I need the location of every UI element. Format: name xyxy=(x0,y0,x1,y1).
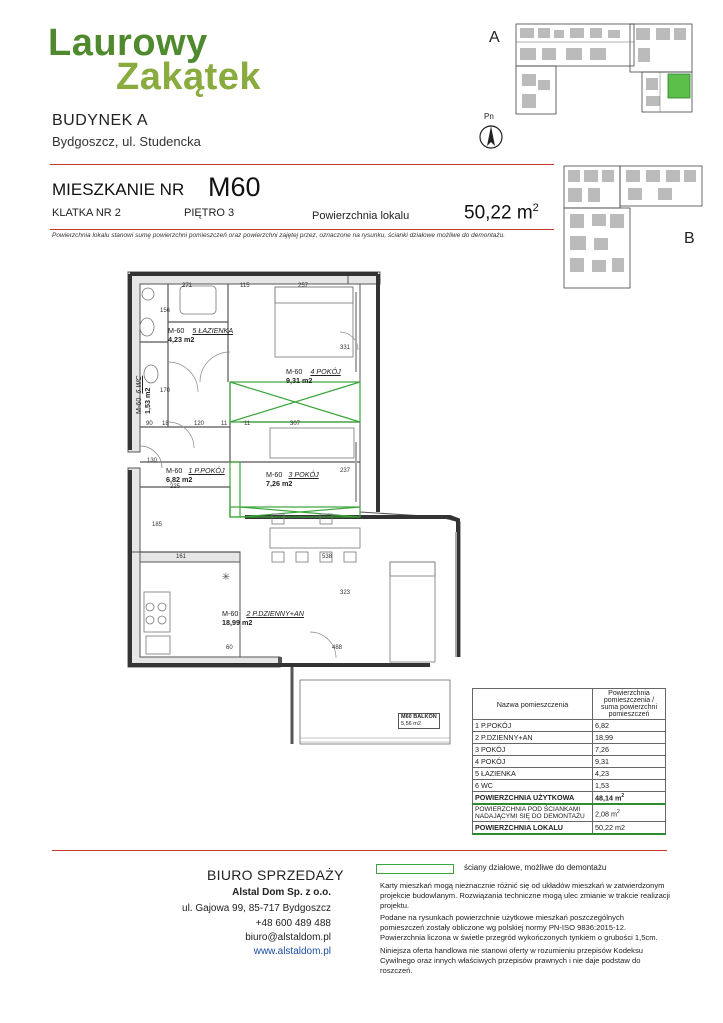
building-label: BUDYNEK A xyxy=(52,112,149,129)
dim: 161 xyxy=(176,554,187,560)
plan-room-wc: M-60 6 WC 1,53 m2 xyxy=(134,375,152,414)
dim: 307 xyxy=(290,421,301,427)
row-area: 4,23 xyxy=(593,768,666,780)
divider xyxy=(52,850,667,851)
walls-label: POWIERZCHNIA POD ŚCIANKAMI NADAJĄCYMI SIĘ DO DEMONTAŻU xyxy=(473,804,593,822)
company-street: ul. Gajowa 99, 85-717 Bydgoszcz xyxy=(182,903,331,914)
dim: 18 xyxy=(162,421,169,427)
row-area: 7,26 xyxy=(593,744,666,756)
plan-room-pokoj3: M-60 3 POKÓJ 7,26 m2 xyxy=(266,470,319,488)
key-plan-building-a xyxy=(510,18,700,130)
dim: 156 xyxy=(160,308,171,314)
north-label: Pn xyxy=(484,112,494,121)
key-plan-label-a: A xyxy=(489,29,500,46)
logo-line1: Laurowy xyxy=(48,22,208,64)
table-row xyxy=(473,756,666,768)
row-area: 6,82 xyxy=(593,720,666,732)
row-name: 4 POKÓJ xyxy=(473,756,593,768)
usable-label: POWIERZCHNIA UŻYTKOWA xyxy=(473,792,593,805)
fan-icon: ✳ xyxy=(221,572,231,583)
usable-value: 48,14 $m^2$ xyxy=(593,792,666,805)
dim: 90 xyxy=(146,421,153,427)
plan-balcony: M60 BALKON 5,56 m2 xyxy=(398,713,440,729)
dim: 185 xyxy=(152,522,163,528)
legend-swatch xyxy=(376,864,454,874)
disclaimer-1: Karty mieszkań mogą nieznacznie różnić się od układów mieszkań w zatwierdzonym projekcie budowlanym. Rozwiązania techniczne mogą ulec zmianie w trakcie realizacji projektu. xyxy=(380,881,670,911)
area-note: Powierzchnia lokalu stanowi sumę powierzchni pomieszczeń oraz powierzchni zajętej przez, oznaczone na rysunku, ścianki działowe możliwe do demontażu. xyxy=(52,232,506,239)
table-row xyxy=(473,744,666,756)
company-email[interactable]: biuro@alstaldom.pl xyxy=(245,932,331,943)
dim: 271 xyxy=(182,283,193,289)
plan-room-pokoj4: M-60 4 POKÓJ 9,31 m2 xyxy=(286,367,341,385)
disclaimer-2: Podane na rysunkach powierzchnie użytkowe mieszkań poszczególnych pomieszczeń zostały obliczone wg polskiej normy PN-ISO 9836:2015-12. Powierzchnia liczona w świetle przegród wykończonych tynkiem o grubości 1,5cm. xyxy=(380,913,658,943)
dim: 170 xyxy=(160,388,171,394)
dim: 488 xyxy=(332,645,343,651)
legend-text: ściany działowe, możliwe do demontażu xyxy=(464,863,607,872)
stairwell: KLATKA NR 2 xyxy=(52,207,121,219)
table-row xyxy=(473,720,666,732)
dim: 225 xyxy=(170,484,181,490)
sales-office-title: BIURO SPRZEDAŻY xyxy=(207,867,344,883)
header-name: Nazwa pomieszczenia xyxy=(473,689,593,720)
table-row xyxy=(473,768,666,780)
dim: 60 xyxy=(226,645,233,651)
dim: 257 xyxy=(298,283,309,289)
row-name: 2 P.DZIENNY+AN xyxy=(473,732,593,744)
area-value xyxy=(464,202,539,224)
plan-room-lazienka: M-60 5 ŁAZIENKA 4,23 m2 xyxy=(168,326,234,344)
plan-room-dzienny: M-60 2 P.DZIENNY+AN 18,99 m2 xyxy=(222,609,304,627)
area-number: 50,22 m xyxy=(464,202,533,224)
table-header xyxy=(473,689,666,720)
divider xyxy=(50,164,554,165)
area-sup: 2 xyxy=(532,202,539,214)
dim: 11 xyxy=(244,421,251,427)
row-area: 9,31 xyxy=(593,756,666,768)
logo-line2: Zakątek xyxy=(116,56,262,98)
dim: 323 xyxy=(340,590,351,596)
total-value: 50,22 m2 xyxy=(593,822,666,835)
disclaimer-3: Niniejsza oferta handlowa nie stanowi oferty w rozumieniu przepisów Kodeksu Cywilnego oraz innych właściwych przepisów prawnych i nie daje podstaw do roszczeń. xyxy=(380,946,643,976)
walls-value: 2,08 $m^2$ xyxy=(593,804,666,822)
dim: 237 xyxy=(340,468,351,474)
row-area: 1,53 xyxy=(593,780,666,792)
table-row xyxy=(473,780,666,792)
company-phone: +48 600 489 488 xyxy=(255,918,331,929)
floor: PIĘTRO 3 xyxy=(184,207,235,219)
row-name: 1 P.POKÓJ xyxy=(473,720,593,732)
company-name: Alstal Dom Sp. z o.o. xyxy=(232,887,331,898)
row-area: 18,99 xyxy=(593,732,666,744)
dim: 331 xyxy=(340,345,351,351)
row-name: 6 WC xyxy=(473,780,593,792)
dim: 538 xyxy=(322,554,333,560)
row-name: 5 ŁAZIENKA xyxy=(473,768,593,780)
address: Bydgoszcz, ul. Studencka xyxy=(52,134,201,149)
apartment-label: MIESZKANIE NR xyxy=(52,180,185,199)
header-area: Powierzchnia pomieszczenia / suma powierzchni pomieszczeń xyxy=(593,689,666,720)
dim: 11 xyxy=(221,421,228,427)
apartment-number: M60 xyxy=(208,172,261,202)
area-label: Powierzchnia lokalu xyxy=(312,210,410,222)
key-plan-label-b: B xyxy=(684,230,695,247)
total-label: POWIERZCHNIA LOKALU xyxy=(473,822,593,835)
table-row xyxy=(473,732,666,744)
walls-area-row xyxy=(473,804,666,822)
north-arrow-icon xyxy=(478,122,504,152)
dim: 130 xyxy=(147,458,158,464)
total-area-row xyxy=(473,822,666,835)
key-plan-building-b xyxy=(558,162,708,294)
plan-room-ppokoj: M-60 1 P.POKÓJ 6,82 m2 xyxy=(166,466,225,484)
divider xyxy=(50,229,554,230)
company-website[interactable]: www.alstaldom.pl xyxy=(253,946,331,957)
usable-area-row xyxy=(473,792,666,805)
row-name: 3 POKÓJ xyxy=(473,744,593,756)
room-area-table xyxy=(472,688,666,835)
dim: 115 xyxy=(240,283,250,289)
dim: 120 xyxy=(194,421,205,427)
